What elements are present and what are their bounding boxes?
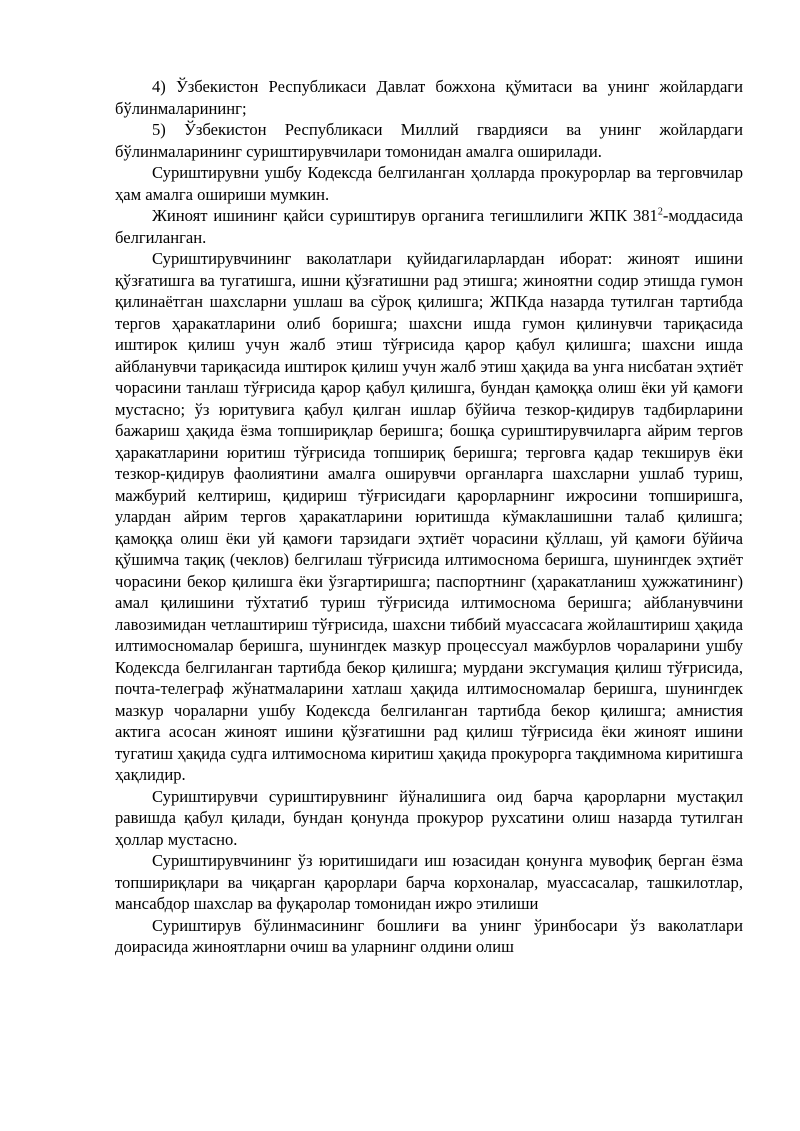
jurisdiction-text-after: -моддасида белгиланган.	[115, 206, 743, 247]
paragraph-customs-committee: 4) Ўзбекистон Республикаси Давлат божхона қўмитаси ва унинг жойлардаги бўлинмаларининг;	[115, 77, 743, 118]
paragraph-unit-head: Суриштирув бўлинмасининг бошлиғи ва унинг ўринбосари ўз ваколатлари доирасида жиноятларни очиш ва уларнинг олдини олиш	[115, 915, 743, 956]
jurisdiction-text-before: Жиноят ишининг қайси суриштирув органига тегишлилиги ЖПК 381	[152, 206, 658, 225]
paragraph-prosecutors: Суриштирувни ушбу Кодексда белгиланган ҳолларда прокурорлар ва терговчилар ҳам амалга ошириши мумкин.	[115, 163, 743, 204]
paragraph-jurisdiction	[115, 205, 743, 248]
document-page	[115, 76, 743, 958]
paragraph-independent-decisions: Суриштирувчи суриштирувнинг йўналишига оид барча қарорларни мустақил равишда қабул қилади, бундан қонунда прокурор рухсатини олиш назарда тутилган ҳоллар мустасно.	[115, 786, 743, 849]
article-superscript: 2	[657, 206, 663, 218]
paragraph-national-guard: 5) Ўзбекистон Республикаси Миллий гвардияси ва унинг жойлардаги бўлинмаларининг суриштирувчилари томонидан амалга оширилади.	[115, 120, 743, 161]
paragraph-inquirer-powers: Суриштирувчининг ваколатлари қуйидагиларлардан иборат: жиноят ишини қўзғатишга ва тугатишга, ишни қўзғатишни рад этишга; жиноятни содир этишда гумон қилинаётган шахсларни ушлаш ва сўроқ қилишга; ЖПКда назарда тутилган тартибда тергов ҳаракатларини олиб боришга; шахсни ишда гумон қилинувчи тариқасида иштирок қилиш учун жалб этиш тўғрисида қарор қабул қилишга; шахсни ишда айбланувчи тариқасида иштирок қилиш учун жалб этиш ҳақида ва унга нисбатан эҳтиёт чорасини танлаш тўғрисида қарор қабул қилишга, бундан қамоққа олиш ёки уй қамоғи мустасно; ўз юритувига қабул қилган ишлар бўйича тезкор-қидирув тадбирларини бажариш ҳақида ёзма топшириқлар беришга; бошқа суриштирувчиларга айрим тергов ҳаракатларини юритиш тўғрисида топшириқ беришга; терговга қадар текширув ёки тезкор-қидирув фаолиятини амалга оширувчи органларга шахсларни ушлаб туриш, мажбурий келтириш, қидириш тўғрисидаги қарорларнинг ижросини топширишга, улардан айрим тергов ҳаракатларини юритишда кўмаклашишни талаб қилишга; қамоққа олиш ёки уй қамоғи тарзидаги эҳтиёт чорасини қўллаш, уй қамоғи бўйича қўшимча тақиқ (чеклов) белгилаш тўғрисида илтимоснома беришга, шунингдек эҳтиёт чорасини бекор қилишга ёки ўзгартиришга; паспортнинг (ҳаракатланиш ҳужжатининг) амал қилишини тўхтатиб туриш тўғрисида илтимоснома беришга; айбланувчини лавозимидан четлаштириш тўғрисида, шахсни тиббий муассасага жойлаштириш ҳақида илтимосномалар беришга, шунингдек мазкур процессуал мажбурлов чораларини ушбу Кодексда белгиланган тартибда бекор қилишга; мурдани эксгумация қилиш тўғрисида, почта-телеграф жўнатмаларини хатлаш ҳақида илтимосномалар беришга, шунингдек мазкур чораларни ушбу Кодексда белгиланган тартибда бекор қилишга; амнистия актига асосан жиноят ишини қўзғатишни рад қилиш тўғрисида ёки жиноят ишини тугатиш ҳақида судга илтимоснома киритиш ҳақида прокурорга тақдимнома киритишга ҳақлидир.	[115, 249, 743, 784]
paragraph-binding-instructions: Суриштирувчининг ўз юритишидаги иш юзасидан қонунга мувофиқ берган ёзма топшириқлари ва чиқарган қарорлари барча корхоналар, муассасалар, ташкилотлар, мансабдор шахслар ва фуқаролар томонидан ижро этилиши	[115, 851, 743, 913]
